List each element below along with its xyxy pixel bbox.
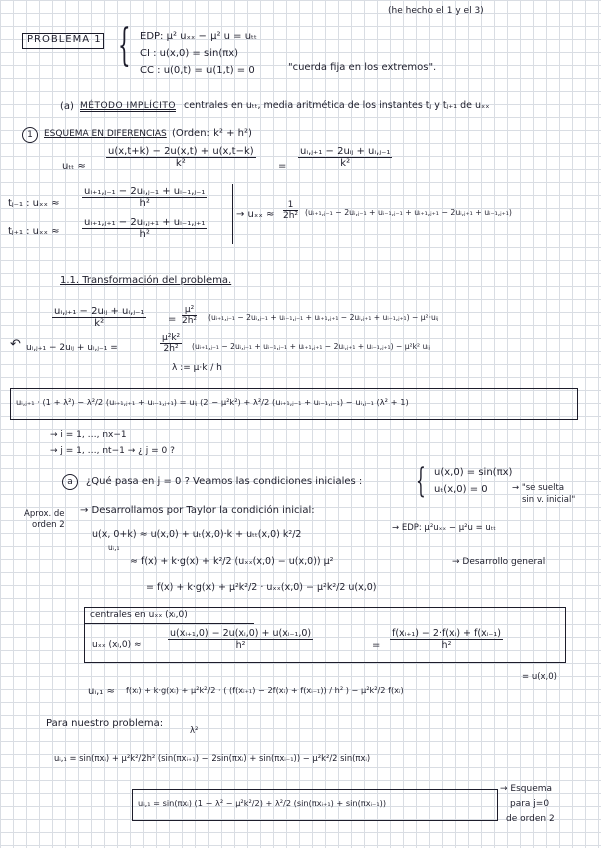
centrales-title: centrales en uₓₓ (xᵢ,0) xyxy=(90,610,188,620)
taylor-line-3: = f(x) + k·g(x) + μ²k²/2 · uₓₓ(x,0) − μ²k²/2 u(x,0) xyxy=(146,582,377,593)
uxx-bracket-line xyxy=(232,184,233,244)
taylor-side-note-1: Aprox. de xyxy=(24,509,65,519)
final-scheme-equation: uᵢ,₁ = sin(πxᵢ) (1 − λ² − μ²k²/2) + λ²/2 (sin(πxᵢ₊₁) + sin(πxᵢ₋₁)) xyxy=(138,798,387,808)
ui1-lhs: uᵢ,₁ ≈ xyxy=(88,686,115,697)
section-a-description: centrales en uₜₜ, media aritmética de los instantes tⱼ y tⱼ₊₁ de uₓₓ xyxy=(184,100,490,111)
centrales-f-numerator: f(xᵢ₊₁) − 2·f(xᵢ) + f(xᵢ₋₁) xyxy=(392,628,501,639)
problem-brace: { xyxy=(118,20,131,71)
taylor-line-2: ≈ f(x) + k·g(x) + k²/2 (uₓₓ(x,0) − u(x,0)) μ² xyxy=(130,556,334,567)
uxx-average-rhs: (uᵢ₊₁,ⱼ₋₁ − 2uᵢ,ⱼ₋₁ + uᵢ₋₁,ⱼ₋₁ + uᵢ₊₁,ⱼ₊₁ − 2uᵢ,ⱼ₊₁ + uᵢ₋₁,ⱼ₊₁) xyxy=(305,208,512,217)
transform-eq2-rhs: (uᵢ₊₁,ⱼ₋₁ − 2uᵢ,ⱼ₋₁ + uᵢ₋₁,ⱼ₋₁ + uᵢ₊₁,ⱼ₊₁ − 2uᵢ,ⱼ₊₁ + uᵢ₋₁,ⱼ₊₁) − μ²k² uᵢⱼ xyxy=(192,342,430,351)
uxx-tj-plus-denominator: h² xyxy=(139,229,150,240)
para-title: Para nuestro problema: xyxy=(46,718,164,729)
final-note-2: para j=0 xyxy=(510,799,550,809)
transform-eq2-lhs: uᵢ,ⱼ₊₁ − 2uᵢⱼ + uᵢ,ⱼ₋₁ = xyxy=(26,343,118,353)
taylor-line-1: u(x, 0+k) ≈ u(x,0) + uₜ(x,0)·k + uₜₜ(x,0) k²/2 xyxy=(92,529,302,540)
centrales-f-fraction xyxy=(390,628,503,651)
centrales-box-divider xyxy=(84,623,254,624)
transform-title: 1.1. Transformación del problema. xyxy=(60,275,232,286)
transform-eq1-coef xyxy=(182,305,197,326)
ui1-note: = u(x,0) xyxy=(522,672,557,682)
problem-cc: CC : u(0,t) = u(1,t) = 0 xyxy=(140,65,255,76)
initial-condition-note-1: → "se suelta xyxy=(512,483,565,493)
taylor-line-1-sub: uᵢ,₁ xyxy=(108,543,120,552)
utt-discrete-fraction xyxy=(298,146,392,169)
centrales-fraction xyxy=(168,628,313,651)
scheme-order: (Orden: k² + h²) xyxy=(172,128,252,139)
initial-condition-1: u(x,0) = sin(πx) xyxy=(434,467,513,478)
uxx-average-coef-numerator: 1 xyxy=(283,200,298,211)
uxx-average-coef-denominator: 2h² xyxy=(283,211,299,221)
section-a-label: (a) xyxy=(60,101,74,112)
question-marker-circle: a xyxy=(62,474,78,490)
transform-eq1-rhs: (uᵢ₊₁,ⱼ₋₁ − 2uᵢ,ⱼ₋₁ + uᵢ₋₁,ⱼ₋₁ + uᵢ₊₁,ⱼ₊₁ − 2uᵢ,ⱼ₊₁ + uᵢ₋₁,ⱼ₊₁) − μ²·uᵢⱼ xyxy=(208,313,439,322)
transform-eq1-denominator: k² xyxy=(94,318,105,329)
final-note-1: → Esquema xyxy=(500,784,553,794)
taylor-line-1-ref: → EDP: μ²uₓₓ − μ²u = uₜₜ xyxy=(392,523,496,533)
implicit-scheme-equation: uᵢ,ⱼ₊₁ · (1 + λ²) − λ²/2 (uᵢ₊₁,ⱼ₊₁ + uᵢ₋₁,ⱼ₊₁) = uᵢⱼ (2 − μ²k²) + λ²/2 (uᵢ₊₁,ⱼ₋₁ + uᵢ₋₁,ⱼ₋₁) − uᵢ,ⱼ₋₁ (λ² + 1) xyxy=(16,397,409,407)
para-lambda-mark: λ² xyxy=(190,726,199,736)
scheme-title: ESQUEMA EN DIFERENCIAS xyxy=(44,129,167,139)
initial-condition-2: uₜ(x,0) = 0 xyxy=(434,484,488,495)
transform-eq1-equals: = xyxy=(168,314,177,325)
uxx-tj-minus-lhs: tⱼ₋₁ : uₓₓ ≈ xyxy=(8,198,60,209)
uxx-tj-minus-numerator: uᵢ₊₁,ⱼ₋₁ − 2uᵢ,ⱼ₋₁ + uᵢ₋₁,ⱼ₋₁ xyxy=(84,186,206,197)
transform-eq1-fraction xyxy=(52,306,146,329)
transform-eq2-coef-denominator: 2h² xyxy=(163,344,179,354)
problem-cc-note: "cuerda fija en los extremos". xyxy=(288,62,437,73)
taylor-side-note-2: orden 2 xyxy=(32,520,65,530)
problem-edp: EDP: μ² uₓₓ − μ² u = uₜₜ xyxy=(140,31,257,42)
initial-conditions-brace: { xyxy=(416,461,426,501)
lambda-definition: λ := μ·k / h xyxy=(172,363,222,373)
uxx-tj-minus-denominator: h² xyxy=(139,198,150,209)
range-i: → i = 1, …, nx−1 xyxy=(50,430,127,440)
header-note: (he hecho el 1 y el 3) xyxy=(388,6,484,16)
utt-lhs: uₜₜ ≈ xyxy=(62,161,86,172)
transform-eq1-numerator: uᵢ,ⱼ₊₁ − 2uᵢⱼ + uᵢ,ⱼ₋₁ xyxy=(54,306,145,317)
centrales-denominator: h² xyxy=(235,640,246,651)
problem-title: PROBLEMA 1 xyxy=(27,34,102,45)
uxx-tj-minus-fraction xyxy=(82,186,207,209)
centrales-f-denominator: h² xyxy=(441,640,452,651)
uxx-tj-plus-lhs: tⱼ₊₁ : uₓₓ ≈ xyxy=(8,226,60,237)
scheme-number-circle: 1 xyxy=(22,127,38,143)
taylor-intro: → Desarrollamos por Taylor la condición inicial: xyxy=(80,505,315,516)
uxx-tj-plus-numerator: uᵢ₊₁,ⱼ₊₁ − 2uᵢ,ⱼ₊₁ + uᵢ₋₁,ⱼ₊₁ xyxy=(84,217,206,228)
transform-eq1-coef-numerator: μ² xyxy=(182,305,197,316)
transform-eq2-coef xyxy=(160,333,182,354)
range-j: → j = 1, …, nt−1 → ¿ j = 0 ? xyxy=(50,446,175,456)
transform-eq2-coef-numerator: μ²k² xyxy=(162,333,181,343)
initial-condition-note-2: sin v. inicial" xyxy=(522,495,576,505)
problem-ci: CI : u(x,0) = sin(πx) xyxy=(140,48,239,59)
centrales-lhs: uₓₓ (xᵢ,0) ≈ xyxy=(92,640,142,650)
centrales-numerator: u(xᵢ₊₁,0) − 2u(xᵢ,0) + u(xᵢ₋₁,0) xyxy=(170,628,312,639)
uxx-average-coef xyxy=(283,200,298,221)
uxx-average-lhs: → uₓₓ ≈ xyxy=(236,209,275,220)
utt-denominator: k² xyxy=(175,158,186,169)
utt-discrete-numerator: uᵢ,ⱼ₊₁ − 2uᵢⱼ + uᵢ,ⱼ₋₁ xyxy=(300,146,391,157)
para-equation: uᵢ,₁ = sin(πxᵢ) + μ²k²/2h² (sin(πxᵢ₊₁) − 2sin(πxᵢ) + sin(πxᵢ₋₁)) − μ²k²/2 sin(πxᵢ) xyxy=(54,753,371,763)
section-a-method: MÉTODO IMPLÍCITO xyxy=(80,101,176,111)
ui1-rhs: f(xᵢ) + k·g(xᵢ) + μ²k²/2 · ( (f(xᵢ₊₁) − 2f(xᵢ) + f(xᵢ₋₁)) / h² ) − μ²k²/2 f(xᵢ) xyxy=(126,685,404,695)
utt-equals: = xyxy=(278,161,287,172)
question-text: ¿Qué pasa en j = 0 ? Veamos las condiciones iniciales : xyxy=(86,476,363,487)
transform-eq1-coef-denominator: 2h² xyxy=(182,316,198,326)
utt-numerator: u(x,t+k) − 2u(x,t) + u(x,t−k) xyxy=(108,146,254,157)
centrales-equals: = xyxy=(372,640,381,651)
utt-discrete-denominator: k² xyxy=(340,158,351,169)
taylor-line-2-note: → Desarrollo general xyxy=(452,557,546,567)
transform-eq2-arrow: ↶ xyxy=(10,337,21,352)
final-note-3: de orden 2 xyxy=(506,814,555,824)
utt-fraction xyxy=(106,146,256,169)
uxx-tj-plus-fraction xyxy=(82,217,207,240)
